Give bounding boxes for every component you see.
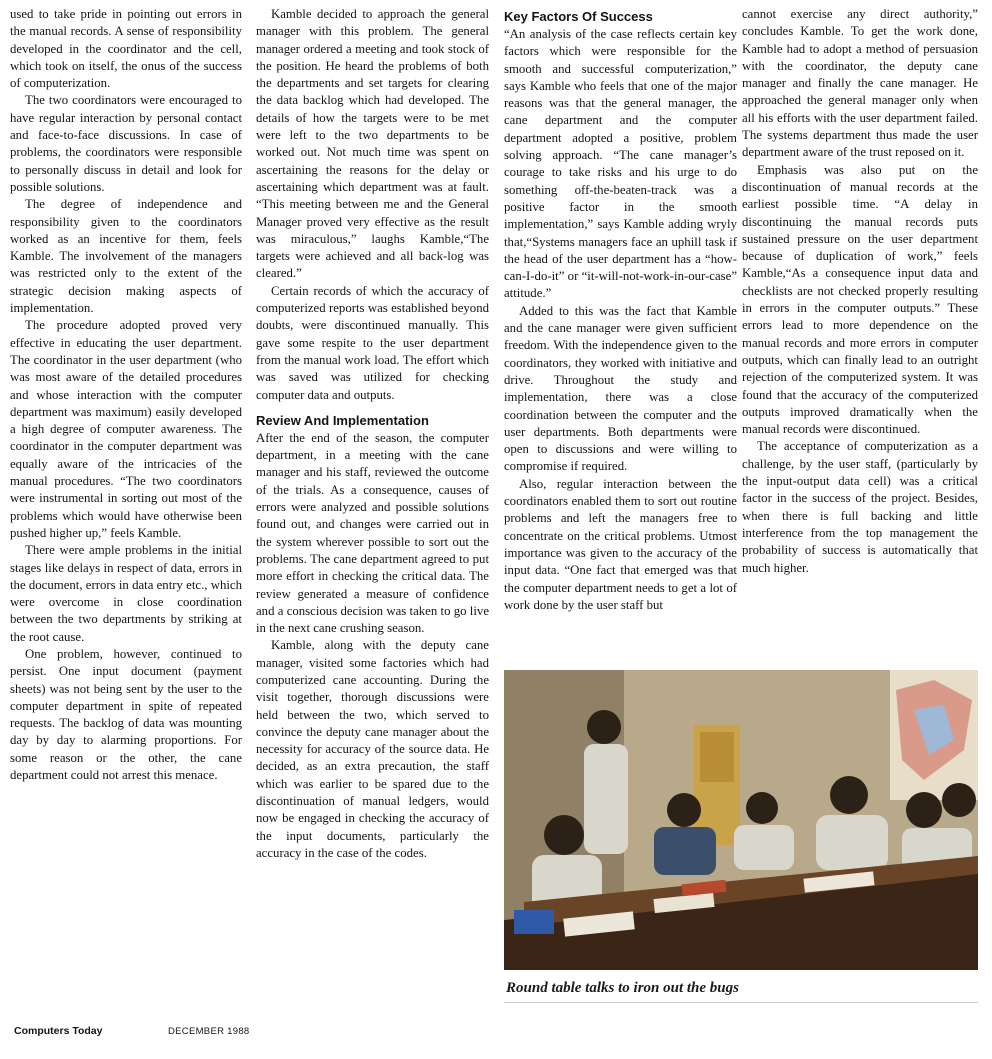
paragraph: Added to this was the fact that Kamble and the cane manager were given sufficient freedom. With the independence given to the coordinators, they worked with initiative and drive. Throughout the study and implementation, there was a close coordination between the computer and the user departments. Both departments were open to discussions and were willing to compromise if required. (504, 303, 737, 474)
paragraph: Also, regular interaction between the coordinators enabled them to sort out routine problems and left the managers free to concentrate on the critical problems. Utmost importance was given to the accuracy of the input data. “One fact that emerged was that the computer department needs to get a lot of work done by the user staff but (504, 476, 737, 612)
photo-caption: Round table talks to iron out the bugs (506, 980, 739, 996)
paragraph: The degree of independence and responsibility given to the coordinators worked as an incentive for them, feels Kamble. The involvement of the managers was restricted only to the extent of the strategic decision making aspects of implementation. (10, 197, 242, 316)
publication-name: Computers Today (14, 1025, 103, 1037)
paragraph: Emphasis was also put on the discontinuation of manual records at the earliest possible time. “A delay in discontinuing the manual records puts sustained pressure on the user department because of duplication of work,” feels Kamble,“As a consequence input data and checklists are not checked properly resulting in errors in the computer outputs.” These errors lead to more dependence on the manual records and more errors in computer outputs, which can finally lead to an outright rejection of the computerized system. It was found that the accuracy of the computerized outputs improved dramatically when the manual records were discontinued. (742, 162, 978, 437)
caption-divider (504, 1002, 978, 1003)
paragraph: After the end of the season, the computer department, in a meeting with the cane manager and his staff, reviewed the outcome of the trials. As a consequence, causes of errors were analyzed and possible solutions found out, and changes were carried out in the system wherever possible to sort out the problems. The cane department agreed to put more effort in checking the critical data. The review generated a measure of confidence and a conscious decision was taken to go live in the next cane crushing season. (256, 430, 489, 636)
paragraph: “An analysis of the case reflects certain key factors which were responsible for the smooth and successful computerization,” says Kamble who feels that one of the major reasons was that the general manager, the cane department and the computer department adopted a positive, problem solving approach. “The cane manager’s courage to take risks and his urge to do something off-the-beaten-track was a positive factor in the smooth implementation,” says Kamble adding wryly that,“Systems managers face an uphill task if the head of the user department has a “how-can-I-do-it” or “it-will-not-work-in-our-case” attitude.” (504, 27, 737, 301)
paragraph: Kamble decided to approach the general manager with this problem. The general manager ordered a meeting and took stock of the position. He heard the problems of both the departments and set targets for clearing the data backlog which had developed. The details of how the targets were to be met were left to the two departments to be worked out. Not much time was spent on ascertaining the reasons for the delay or ascertaining which department was at fault. “This meeting between me and the General Manager proved very effective as the result was miraculous,” laughs Kamble,“The targets were achieved and all back-log was cleared.” (256, 7, 489, 281)
paragraph: Certain records of which the accuracy of computerized reports was established beyond doubts, were discontinued manually. This gave some respite to the user department from the manual work load. The effort which was saved was utilized for checking computer data and outputs. (256, 283, 489, 402)
paragraph: The acceptance of computerization as a challenge, by the user staff, (particularly by the input-output data cell) was a critical factor in the success of the project. Besides, when there is full backing and little interference from the top management the probability of success is automatically that much higher. (742, 439, 978, 575)
paragraph: One problem, however, continued to persist. One input document (payment sheets) was not being sent by the user to the computer department in spite of repeated requests. The backlog of data was mounting day by day to alarming proportions. For some reason or the other, the cane department could not arrest this menace. (10, 646, 242, 783)
section-heading-review: Review And Implementation (256, 412, 429, 428)
paragraph: The two coordinators were encouraged to have regular interaction by personal contact and face-to-face discussions. In case of problems, the coordinators were responsible to personally discuss in detail and look for possible solutions. (10, 93, 242, 194)
meeting-photo (504, 670, 978, 970)
paragraph: cannot exercise any direct authority,” concludes Kamble. To get the work done, Kamble had to adopt a method of persuasion with the coordinator, the deputy cane manager and finally the cane manager. He approached the general manager only when all his efforts with the user department failed. The systems department thus made the user department aware of the trust reposed on it. (742, 7, 978, 160)
article-column-4 (742, 6, 978, 577)
article-column-1 (10, 6, 242, 784)
issue-date: DECEMBER 1988 (168, 1026, 250, 1037)
paragraph: There were ample problems in the initial stages like delays in respect of data, errors in the document, errors in data entry etc., which were overcome in close coordination between the two departments by striking at the root cause. (10, 543, 242, 644)
article-column-2 (256, 6, 489, 862)
article-column-3 (504, 6, 737, 614)
meeting-photo-illustration (504, 670, 978, 970)
paragraph: used to take pride in pointing out errors in the manual records. A sense of responsibility developed in the coordinator and the cell, which took on itself, the onus of the success of computerization. (10, 7, 242, 91)
paragraph: The procedure adopted proved very effective in educating the user department. The coordinator in the user department (who was most aware of the detailed procedures and whose interaction with the computer department was maximum) easily developed a high degree of computer awareness. The coordinator in the computer department was equally aware of the intricacies of the manual procedures. “The two coordinators were instrumental in sorting out most of the problems which would have otherwise been pushed higher up,” feels Kamble. (10, 318, 242, 540)
paragraph: Kamble, along with the deputy cane manager, visited some factories which had computerized cane accounting. During the visit together, thorough discussions were held between the two, which served to convince the deputy cane manager about the necessity for accuracy of the source data. He decided, as an extra precaution, the staff which was earlier to be spared due to the discontinuation of manual ledgers, would now be engaged in checking the accuracy of the input documents, particularly the accuracy in the case of the codes. (256, 638, 489, 860)
section-heading-key-factors: Key Factors Of Success (504, 9, 653, 24)
